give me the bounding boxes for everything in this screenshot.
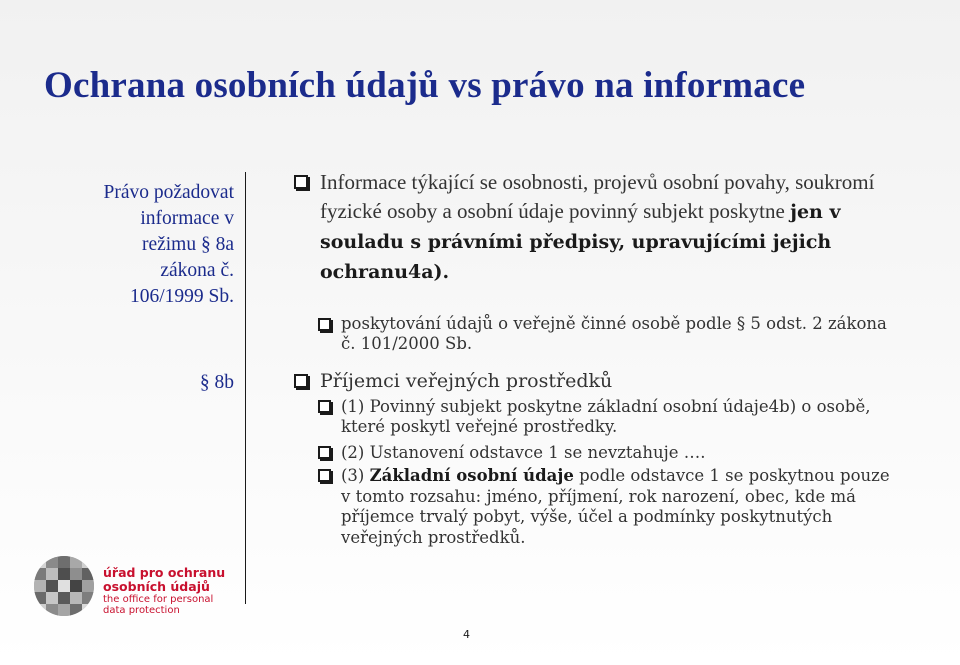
logo-line-4: data protection [103, 605, 180, 616]
page-number: 4 [463, 628, 470, 641]
logo-line-1: úřad pro ochranu [103, 565, 226, 580]
checkbox-bullet-icon [318, 318, 331, 331]
subbullet-public-person [341, 314, 901, 354]
sidebar-para-8a: 8a [215, 234, 234, 255]
vertical-divider [245, 172, 246, 604]
section-sign: § [736, 314, 746, 333]
subbullet-text: poskytování údajů o veřejně činné osobě podle [341, 314, 732, 333]
bullet-recipients: Příjemci veřejných prostředků [320, 370, 613, 392]
subbullet-paragraph-2: (2) Ustanovení odstavce 1 se nevztahuje …. [341, 443, 706, 462]
logo-line-2: osobních údajů [103, 579, 210, 594]
sidebar-line-1: Právo požadovat [103, 182, 234, 203]
subbullet-paragraph-3 [341, 466, 901, 548]
sidebar-para-8b: 8b [214, 372, 234, 393]
checkbox-bullet-icon [318, 469, 331, 482]
checkbox-bullet-icon [318, 446, 331, 459]
subbullet-paragraph-1: (1) Povinný subjekt poskytne základní osobní údaje4b) o osobě, které poskytl veřejné prostředky. [341, 397, 871, 436]
checkbox-bullet-icon [294, 374, 308, 388]
bullet-personal-info [320, 168, 900, 287]
bullet-footnote: 4a). [408, 261, 450, 283]
office-logo-icon [34, 556, 94, 616]
office-logo-text [103, 566, 225, 616]
subbullet-text-tail: 5 odst. 2 zákona č. 101/2000 Sb. [341, 314, 887, 353]
subbullet-strong-text: Základní osobní údaje [369, 466, 574, 485]
sidebar-note [60, 180, 234, 393]
sidebar-line-2: informace v [140, 208, 234, 229]
slide-title: Ochrana osobních údajů vs právo na informace [44, 65, 806, 106]
sidebar-line-5: 106/1999 Sb. [129, 286, 234, 307]
sidebar-regime: režimu [141, 234, 197, 255]
checkbox-bullet-icon [318, 400, 331, 413]
bullet-text: Informace týkající se osobnosti, projevů osobní povahy, soukromí fyzické osoby a osobní údaje povinný subjekt poskytne [320, 170, 875, 223]
sidebar-para-8b-line [200, 370, 234, 396]
section-sign: § [200, 234, 211, 255]
checkbox-bullet-icon [294, 175, 308, 189]
subbullet-prefix: (3) [341, 466, 370, 485]
sidebar-line-3 [60, 232, 234, 258]
logo-line-3: the office for personal [103, 594, 214, 605]
sidebar-line-4: zákona č. [160, 260, 234, 281]
bullet-strong-text: jen v souladu s právními předpisy, upravujícími jejich ochranu [320, 201, 841, 283]
subbullet-text: podle odstavce 1 se poskytnou pouze v tomto rozsahu: jméno, příjmení, rok narození, obec, kde má příjemce trvalý pobyt, výše, účel a podmínky poskytnutých veřejných prostředků. [341, 466, 890, 547]
section-sign: § [199, 372, 210, 393]
